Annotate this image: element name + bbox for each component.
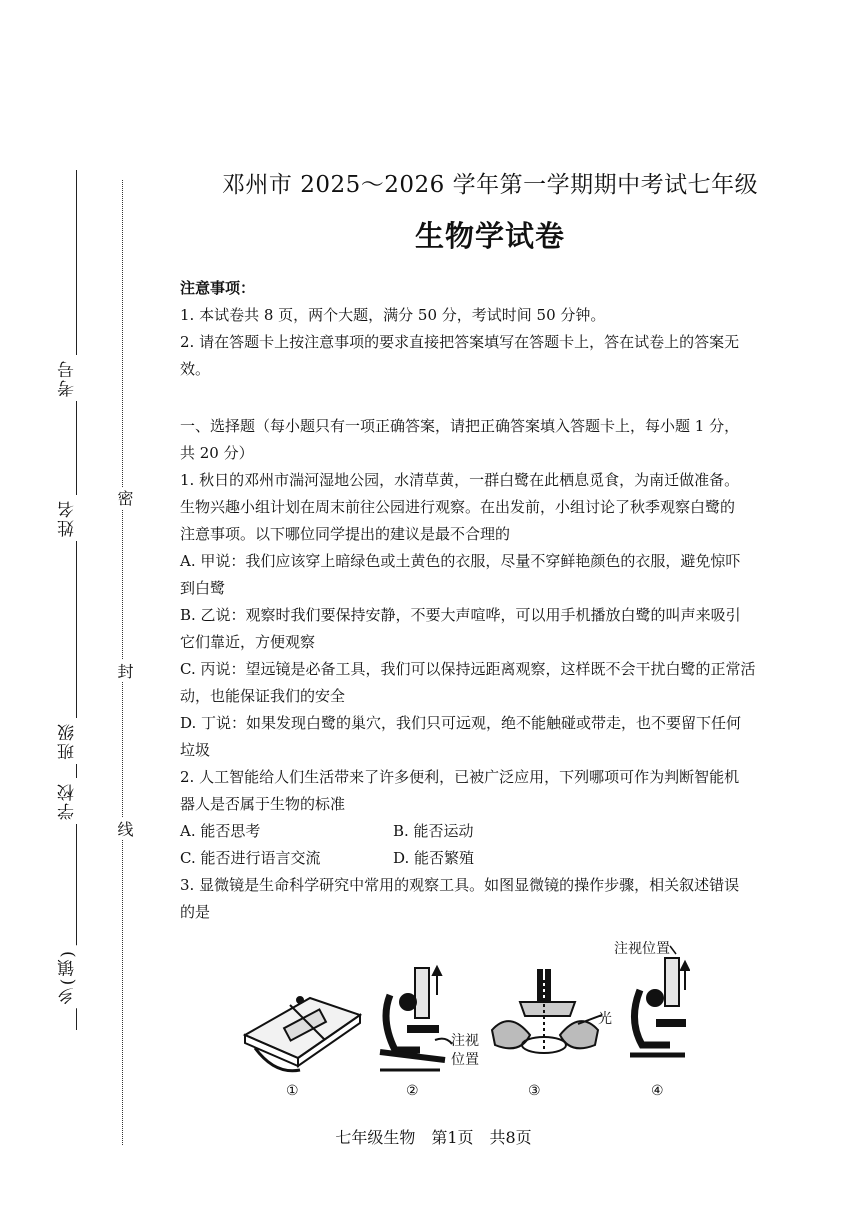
field-exam-number-label: 考号 xyxy=(55,355,80,401)
notice-heading: 注意事项： xyxy=(180,279,256,297)
seal-feng: 封 xyxy=(113,660,136,682)
figure-number-2: ② xyxy=(406,1083,419,1099)
q3-stem-b: 的是 xyxy=(180,903,211,921)
q2-stem-b: 器人是否属于生物的标准 xyxy=(180,795,346,813)
notice-item-2a: 2. 请在答题卡上按注意事项的要求直接把答案填写在答题卡上，答在试卷上的答案无 xyxy=(180,333,740,351)
q2-stem-a: 2. 人工智能给人们生活带来了许多便利，已被广泛应用，下列哪项可作为判断智能机 xyxy=(180,768,740,786)
q2-option-c: C. 能否进行语言交流 xyxy=(180,849,321,867)
q1-option-d: D. 丁说：如果发现白鹭的巢穴，我们只可远观，绝不能触碰或带走，也不要留下任何 xyxy=(180,714,742,732)
label-light: 光 xyxy=(598,1011,612,1027)
q2-options-row-1 xyxy=(180,818,770,845)
microscope-focus-side-illustration xyxy=(380,967,452,1070)
q1-stem-c: 注意事项。以下哪位同学提出的建议是最不合理的 xyxy=(180,525,511,543)
field-school-label: 学校 xyxy=(55,778,80,824)
q1-stem-a: 1. 秋日的邓州市湍河湿地公园，水清草黄，一群白鹭在此栖息觅食，为南迁做准备。 xyxy=(180,471,740,489)
q1-option-c-cont: 动，也能保证我们的安全 xyxy=(180,687,346,705)
q1-option-b-cont: 它们靠近，方便观察 xyxy=(180,633,316,651)
section-choice xyxy=(180,413,770,926)
notice-block xyxy=(180,275,770,383)
q1-option-b: B. 乙说：观察时我们要保持安静，不要大声喧哗，可以用手机播放白鹭的叫声来吸引 xyxy=(180,606,741,624)
microscope-observe-illustration xyxy=(630,946,689,1055)
binding-line-solid xyxy=(76,170,77,1030)
label-gaze-2-line1: 注视 xyxy=(451,1033,479,1049)
exam-title: 邓州市 2025～2026 学年第一学期期中考试七年级 xyxy=(221,172,759,198)
question-1 xyxy=(180,467,770,764)
q1-option-d-cont: 垃圾 xyxy=(180,741,211,759)
figure-number-1: ① xyxy=(286,1083,299,1099)
q1-option-a: A. 甲说：我们应该穿上暗绿色或土黄色的衣服，尽量不穿鲜艳颜色的衣服，避免惊吓 xyxy=(180,552,741,570)
section-heading-b: 共 20 分） xyxy=(180,444,254,462)
question-3 xyxy=(180,872,770,926)
label-gaze-position-top: 注视位置 xyxy=(614,941,670,957)
figure-number-3: ③ xyxy=(528,1083,541,1099)
question-2 xyxy=(180,764,770,872)
subject-title: 生物学试卷 xyxy=(414,219,565,253)
q1-option-c: C. 丙说：望远镜是必备工具，我们可以保持远距离观察，这样既不会干扰白鹭的正常活 xyxy=(180,660,756,678)
notice-item-1: 1. 本试卷共 8 页，两个大题，满分 50 分，考试时间 50 分钟。 xyxy=(180,306,606,324)
q3-stem-a: 3. 显微镜是生命科学研究中常用的观察工具。如图显微镜的操作步骤，相关叙述错误 xyxy=(180,876,740,894)
notice-item-2b: 效。 xyxy=(180,360,211,378)
q2-option-b: B. 能否运动 xyxy=(393,822,474,840)
seal-mi: 密 xyxy=(113,487,136,509)
seal-xian: 线 xyxy=(113,818,136,840)
page-footer: 七年级生物 第1页 共8页 xyxy=(335,1128,532,1147)
q2-options-row-2 xyxy=(180,845,770,872)
microscope-light-adjust-illustration xyxy=(492,970,602,1053)
figure-number-4: ④ xyxy=(651,1083,664,1099)
field-town-label: 乡(镇) xyxy=(55,945,80,1008)
q1-stem-b: 生物兴趣小组计划在周末前往公园进行观察。在出发前，小组讨论了秋季观察白鹭的 xyxy=(180,498,736,516)
field-class-label: 班级 xyxy=(55,718,80,764)
microscope-steps-figure xyxy=(230,940,690,1110)
q2-option-a: A. 能否思考 xyxy=(180,822,261,840)
q2-option-d: D. 能否繁殖 xyxy=(393,849,475,867)
q1-option-a-cont: 到白鹭 xyxy=(180,579,226,597)
microscope-stage-illustration xyxy=(245,997,360,1071)
label-gaze-2-line2: 位置 xyxy=(451,1052,479,1068)
field-name-label: 姓名 xyxy=(55,495,80,541)
section-heading-a: 一、选择题（每小题只有一项正确答案，请把正确答案填入答题卡上，每小题 1 分， xyxy=(180,417,740,435)
